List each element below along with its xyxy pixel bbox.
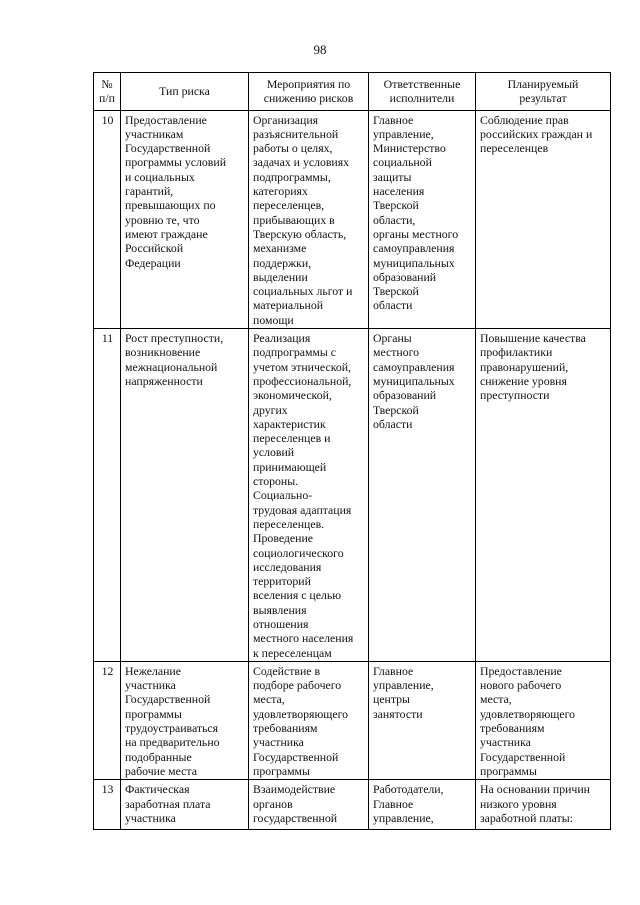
cell-text-line: межнациональной — [125, 359, 218, 374]
cell-text-line: отношения — [253, 616, 309, 631]
cell-text-line: управление, — [373, 126, 434, 141]
responsible-cell — [369, 110, 476, 328]
cell-text-line: прибывающих в — [253, 212, 335, 227]
measures-cell — [249, 110, 369, 328]
cell-text-line: уровню те, что — [125, 212, 200, 227]
cell-text-line: Государственной — [253, 749, 339, 764]
table-row — [94, 661, 611, 779]
responsible-cell — [369, 661, 476, 779]
measures-cell — [249, 329, 369, 662]
cell-text-line: программы условий — [125, 155, 227, 170]
cell-text-line: населения — [373, 184, 425, 199]
cell-text-line: превышающих по — [125, 198, 216, 213]
cell-text-line: Государственной — [125, 692, 211, 707]
cell-text-line: органов — [253, 796, 293, 811]
header-cell-measures — [249, 73, 369, 111]
table-row — [94, 110, 611, 328]
cell-text-line: области — [373, 298, 413, 313]
cell-text-line: трудоустраиваться — [125, 721, 219, 736]
cell-text-line: социальных льгот и — [253, 284, 353, 299]
cell-text-line: Предоставление — [480, 663, 562, 678]
cell-text-line: Главное — [373, 112, 414, 127]
cell-text-line: требованиям — [253, 721, 318, 736]
cell-text-line: На основании причин — [480, 782, 590, 797]
header-cell-risk-type — [121, 73, 249, 111]
cell-text-line: профилактики — [480, 345, 553, 360]
cell-text-line: управление, — [373, 810, 434, 825]
cell-text-line: задачах и условиях — [253, 155, 350, 170]
cell-text-line: Работодатели, — [373, 782, 444, 797]
cell-text-line: Российской — [125, 241, 184, 256]
cell-text-line: российских граждан и — [480, 126, 593, 141]
row-number: 12 — [94, 661, 121, 779]
cell-text-line: Предоставление — [125, 112, 207, 127]
row-number: 11 — [94, 329, 121, 662]
cell-text-line: Государственной — [125, 141, 211, 156]
cell-text-line: подборе рабочего — [253, 678, 342, 693]
cell-text-line: профессиональной, — [253, 373, 352, 388]
cell-text-line: напряженности — [125, 373, 203, 388]
cell-text-line: места, — [480, 692, 512, 707]
cell-text-line: социальной — [373, 155, 432, 170]
cell-text-line: категориях — [253, 184, 308, 199]
cell-text-line: заработной платы: — [480, 810, 573, 825]
cell-text-line: № — [101, 77, 113, 91]
table-row — [94, 780, 611, 830]
cell-text-line: участника — [253, 735, 304, 750]
cell-text-line: социологического — [253, 545, 344, 560]
cell-text-line: подобранные — [125, 749, 192, 764]
cell-text-line: программы — [480, 763, 537, 778]
responsible-cell — [369, 780, 476, 830]
risk-type-cell — [121, 329, 249, 662]
cell-text-line: Планируемый — [507, 77, 579, 91]
cell-text-line: Тверской — [373, 284, 419, 299]
cell-text-line: условий — [253, 445, 295, 460]
cell-text-line: образований — [373, 269, 437, 284]
cell-text-line: места, — [253, 692, 285, 707]
header-cell-responsible — [369, 73, 476, 111]
cell-text-line: государственной — [253, 810, 338, 825]
cell-text-line: Тип риска — [159, 84, 210, 99]
result-cell — [476, 110, 611, 328]
cell-text-line: Тверской — [373, 198, 419, 213]
cell-text-line: образований — [373, 388, 437, 403]
cell-text-line: переселенцев, — [253, 198, 325, 213]
cell-text-line: характеристик — [253, 416, 326, 431]
cell-text-line: Социально- — [253, 488, 313, 503]
measures-cell — [249, 661, 369, 779]
cell-text-line: Министерство — [373, 141, 446, 156]
cell-text-line: механизме — [253, 241, 307, 256]
header-cell-number — [94, 73, 121, 111]
cell-text-line: Федерации — [125, 255, 181, 270]
cell-text-line: к переселенцам — [253, 645, 332, 660]
cell-text-line: выявления — [253, 602, 307, 617]
row-number: 10 — [94, 110, 121, 328]
cell-text-line: удовлетворяющего — [253, 706, 349, 721]
cell-text-line: программы — [125, 706, 182, 721]
cell-text-line: на предварительно — [125, 735, 220, 750]
cell-text-line: переселенцев — [480, 141, 549, 156]
cell-text-line: Взаимодействие — [253, 782, 336, 797]
cell-text-line: Тверской — [373, 402, 419, 417]
risk-type-cell — [121, 110, 249, 328]
cell-text-line: Нежелание — [125, 663, 181, 678]
risk-table — [93, 72, 611, 830]
cell-text-line: области, — [373, 212, 416, 227]
cell-text-line: рабочие места — [125, 763, 197, 778]
cell-text-line: Государственной — [480, 749, 566, 764]
cell-text-line: подпрограммы, — [253, 169, 331, 184]
cell-text-line: учетом этнической, — [253, 359, 351, 374]
cell-text-line: и социальных — [125, 169, 195, 184]
cell-text-line: органы местного — [373, 226, 459, 241]
cell-text-line: Тверскую область, — [253, 226, 347, 241]
cell-text-line: программы — [253, 763, 310, 778]
cell-text-line: исполнители — [389, 91, 455, 106]
cell-text-line: области — [373, 416, 413, 431]
cell-text-line: Главное — [373, 796, 414, 811]
cell-text-line: п/п — [99, 91, 115, 106]
cell-text-line: материальной — [253, 298, 324, 313]
cell-text-line: низкого уровня — [480, 796, 557, 811]
risk-type-cell — [121, 780, 249, 830]
cell-text-line: Органы — [373, 331, 412, 346]
cell-text-line: Реализация — [253, 331, 311, 346]
cell-text-line: местного населения — [253, 631, 354, 646]
cell-text-line: работы о целях, — [253, 141, 333, 156]
cell-text-line: Ответственные — [383, 77, 461, 91]
cell-text-line: Главное — [373, 663, 414, 678]
cell-text-line: удовлетворяющего — [480, 706, 576, 721]
cell-text-line: снижение уровня — [480, 373, 567, 388]
cell-text-line: переселенцев и — [253, 431, 331, 446]
cell-text-line: других — [253, 402, 288, 417]
table-header-row — [94, 73, 611, 111]
responsible-cell — [369, 329, 476, 662]
cell-text-line: защиты — [373, 169, 412, 184]
cell-text-line: самоуправления — [373, 241, 455, 256]
cell-text-line: исследования — [253, 559, 322, 574]
cell-text-line: участника — [480, 735, 531, 750]
cell-text-line: занятости — [373, 706, 423, 721]
cell-text-line: экономической, — [253, 388, 332, 403]
cell-text-line: территорий — [253, 574, 311, 589]
cell-text-line: муниципальных — [373, 255, 455, 270]
result-cell — [476, 329, 611, 662]
cell-text-line: участника — [125, 810, 176, 825]
cell-text-line: местного — [373, 345, 420, 360]
result-cell — [476, 780, 611, 830]
cell-text-line: разъяснительной — [253, 126, 339, 141]
risk-type-cell — [121, 661, 249, 779]
cell-text-line: подпрограммы с — [253, 345, 336, 360]
cell-text-line: стороны. — [253, 474, 299, 489]
cell-text-line: Рост преступности, — [125, 331, 224, 346]
cell-text-line: центры — [373, 692, 410, 707]
cell-text-line: нового рабочего — [480, 678, 562, 693]
cell-text-line: поддержки, — [253, 255, 312, 270]
cell-text-line: принимающей — [253, 459, 327, 474]
result-cell — [476, 661, 611, 779]
cell-text-line: помощи — [253, 312, 294, 327]
row-number: 13 — [94, 780, 121, 830]
header-cell-result — [476, 73, 611, 111]
cell-text-line: Повышение качества — [480, 331, 586, 346]
cell-text-line: трудовая адаптация — [253, 502, 352, 517]
measures-cell — [249, 780, 369, 830]
cell-text-line: Мероприятия по — [266, 77, 351, 91]
cell-text-line: имеют граждане — [125, 226, 208, 241]
cell-text-line: муниципальных — [373, 373, 455, 388]
cell-text-line: гарантий, — [125, 184, 174, 199]
cell-text-line: Проведение — [253, 531, 313, 546]
cell-text-line: участника — [125, 678, 176, 693]
cell-text-line: Соблюдение прав — [480, 112, 569, 127]
cell-text-line: правонарушений, — [480, 359, 569, 374]
cell-text-line: выделении — [253, 269, 308, 284]
cell-text-line: результат — [519, 91, 567, 106]
cell-text-line: вселения с целью — [253, 588, 342, 603]
cell-text-line: Организация — [253, 112, 319, 127]
cell-text-line: снижению рисков — [263, 91, 354, 106]
table-row — [94, 329, 611, 662]
cell-text-line: преступности — [480, 388, 550, 403]
cell-text-line: участникам — [125, 126, 184, 141]
cell-text-line: требованиям — [480, 721, 545, 736]
cell-text-line: управление, — [373, 678, 434, 693]
page-number: 98 — [313, 42, 327, 57]
cell-text-line: заработная плата — [125, 796, 211, 811]
cell-text-line: возникновение — [125, 345, 201, 360]
cell-text-line: Фактическая — [125, 782, 190, 797]
cell-text-line: Содействие в — [253, 663, 321, 678]
cell-text-line: переселенцев. — [253, 516, 325, 531]
cell-text-line: самоуправления — [373, 359, 455, 374]
